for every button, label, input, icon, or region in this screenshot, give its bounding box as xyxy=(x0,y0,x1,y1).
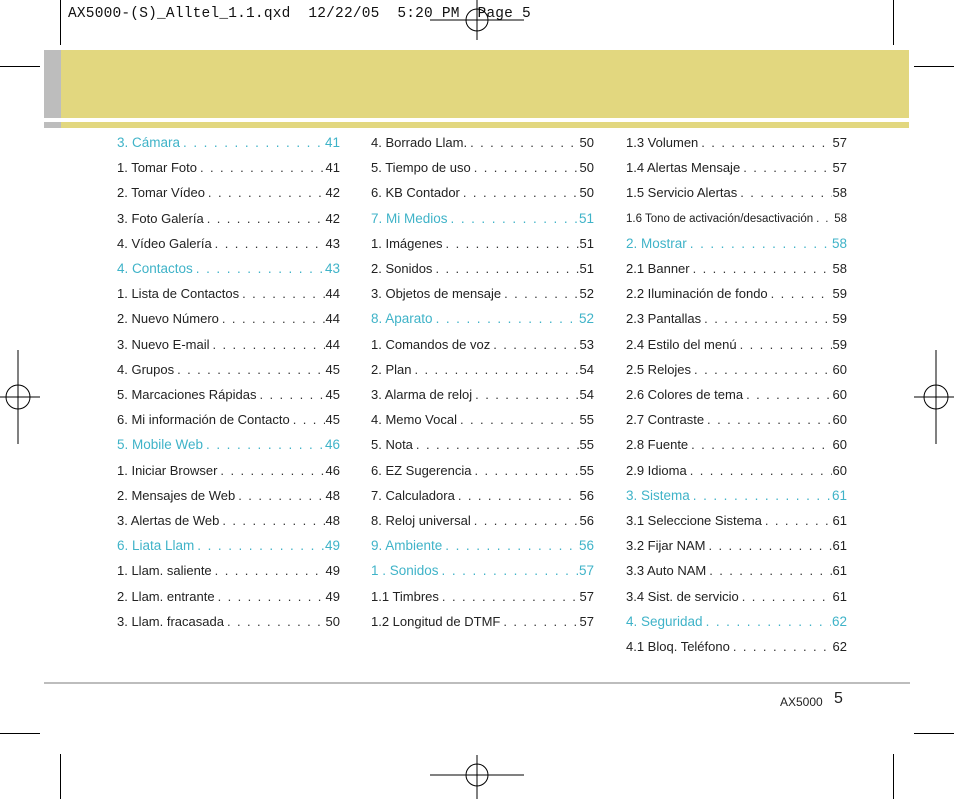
toc-entry-title: 2. Mensajes de Web xyxy=(117,487,236,503)
toc-entry-page: 60 xyxy=(832,361,847,377)
toc-entry xyxy=(626,538,847,554)
toc-entry xyxy=(371,160,594,176)
toc-entry-page: 54 xyxy=(579,361,594,377)
toc-entry-title: 2. Llam. entrante xyxy=(117,588,215,604)
toc-entry-title: 2.3 Pantallas xyxy=(626,311,702,327)
toc-entry-page: 45 xyxy=(325,361,340,377)
toc-entry-page: 43 xyxy=(324,261,340,276)
toc-entry-page: 54 xyxy=(579,387,594,402)
toc-entry xyxy=(626,387,847,403)
toc-entry-title: 9. Ambiente xyxy=(371,538,443,554)
toc-entry-title: 2.7 Contraste xyxy=(626,412,705,428)
toc-entry xyxy=(117,412,340,428)
toc-section-heading xyxy=(626,236,847,252)
toc-section-heading xyxy=(117,135,340,151)
toc-leader-dots xyxy=(503,614,578,630)
toc-entry xyxy=(626,362,847,378)
toc-leader-dots xyxy=(446,236,579,252)
toc-entry-title: 2. Mostrar xyxy=(626,235,687,251)
toc-entry-title: 1.3 Volumen xyxy=(626,135,699,150)
toc-leader-dots xyxy=(474,513,579,529)
toc-entry-page: 57 xyxy=(579,613,594,629)
toc-entry xyxy=(371,286,594,302)
toc-leader-dots xyxy=(708,538,831,554)
toc-leader-dots xyxy=(706,614,831,630)
toc-entry-title: 8. Aparato xyxy=(371,311,433,327)
toc-entry xyxy=(371,185,594,201)
toc-leader-dots xyxy=(474,463,578,479)
toc-entry xyxy=(626,463,847,479)
toc-leader-dots xyxy=(701,135,831,151)
toc-leader-dots xyxy=(733,639,832,655)
toc-entry-title: 1. Llam. saliente xyxy=(117,563,212,579)
toc-entry-page: 44 xyxy=(325,286,340,302)
toc-entry-title: 6. Mi información de Contacto xyxy=(117,412,290,428)
crop-mark-bottom-right-h xyxy=(914,733,954,734)
toc-entry-page: 55 xyxy=(579,437,594,453)
toc-entry-page: 55 xyxy=(579,412,594,428)
toc-entry-title: 3. Sistema xyxy=(626,487,690,503)
toc-leader-dots xyxy=(293,412,325,428)
toc-section-heading xyxy=(371,563,594,579)
toc-entry-page: 51 xyxy=(579,261,594,276)
toc-entry-page: 51 xyxy=(579,235,594,251)
toc-entry-page: 51 xyxy=(578,210,594,226)
toc-entry-title: 1.4 Alertas Mensaje xyxy=(626,160,741,176)
toc-leader-dots xyxy=(691,437,831,453)
toc-leader-dots xyxy=(207,211,325,227)
toc-entry-page: 48 xyxy=(325,487,340,503)
toc-entry xyxy=(371,337,594,353)
toc-leader-dots xyxy=(212,337,324,353)
toc-entry-page: 55 xyxy=(579,462,594,478)
toc-leader-dots xyxy=(222,311,325,327)
toc-entry xyxy=(626,513,847,529)
toc-entry xyxy=(626,286,847,302)
toc-leader-dots xyxy=(694,362,831,378)
toc-entry-title: 2.2 Iluminación de fondo xyxy=(626,286,768,302)
toc-entry-page: 60 xyxy=(832,437,847,453)
toc-entry-title: 3.2 Fijar NAM xyxy=(626,538,706,554)
toc-leader-dots xyxy=(740,185,831,201)
toc-entry-page: 62 xyxy=(831,613,847,629)
toc-entry-page: 58 xyxy=(832,261,847,276)
toc-entry xyxy=(117,513,340,529)
toc-entry-title: 6. EZ Sugerencia xyxy=(371,462,472,478)
toc-entry-page: 52 xyxy=(579,286,594,302)
toc-leader-dots xyxy=(504,286,578,302)
toc-entry-page: 49 xyxy=(325,563,340,579)
toc-entry-title: 3. Alarma de reloj xyxy=(371,387,473,402)
footer-page-number: 5 xyxy=(834,690,843,707)
toc-entry-page: 61 xyxy=(832,538,847,554)
toc-entry xyxy=(117,614,340,630)
toc-entry-page: 48 xyxy=(325,513,340,528)
toc-entry xyxy=(371,261,594,277)
toc-entry-title: 3. Objetos de mensaje xyxy=(371,286,502,302)
crop-mark-top-left-h xyxy=(0,66,40,67)
toc-entry-page: 61 xyxy=(832,563,847,579)
toc-leader-dots xyxy=(259,387,324,403)
toc-entry xyxy=(626,412,847,428)
toc-entry xyxy=(626,337,847,353)
toc-leader-dots xyxy=(183,135,324,151)
toc-entry-page: 41 xyxy=(325,160,340,176)
toc-entry-page: 46 xyxy=(324,437,340,453)
toc-leader-dots xyxy=(690,463,832,479)
toc-entry xyxy=(626,160,847,176)
toc-leader-dots xyxy=(707,412,831,428)
toc-entry-title: 1.2 Longitud de DTMF xyxy=(371,613,501,629)
toc-leader-dots xyxy=(460,412,579,428)
toc-section-heading xyxy=(626,488,847,504)
toc-entry-title: 1.6 Tono de activación/desactivación xyxy=(626,212,814,225)
toc-entry xyxy=(117,488,340,504)
toc-leader-dots xyxy=(435,261,578,277)
toc-leader-dots xyxy=(690,236,831,252)
crop-mark-bottom-left-v xyxy=(60,754,61,799)
toc-entry xyxy=(626,311,847,327)
toc-entry xyxy=(117,337,340,353)
toc-leader-dots xyxy=(470,135,578,151)
toc-entry-title: 4.1 Bloq. Teléfono xyxy=(626,639,730,654)
toc-section-heading xyxy=(117,261,340,277)
toc-entry-page: 53 xyxy=(579,336,594,352)
toc-entry xyxy=(626,639,847,655)
toc-entry xyxy=(371,513,594,529)
toc-entry-page: 59 xyxy=(832,311,847,327)
toc-entry xyxy=(371,362,594,378)
toc-entry-page: 59 xyxy=(832,336,847,352)
toc-entry xyxy=(371,488,594,504)
toc-entry-title: 3. Nuevo E-mail xyxy=(117,336,210,352)
toc-section-heading xyxy=(371,211,594,227)
toc-leader-dots xyxy=(206,437,324,453)
print-slug: AX5000-(S)_Alltel_1.1.qxd 12/22/05 5:20 PM Page 5 xyxy=(68,6,531,22)
toc-entry-title: 1.1 Timbres xyxy=(371,588,439,604)
toc-entry-title: 1. Tomar Foto xyxy=(117,160,197,176)
toc-entry xyxy=(371,412,594,428)
toc-entry-title: 5. Nota xyxy=(371,437,413,453)
toc-entry xyxy=(371,387,594,403)
toc-entry-title: 1 . Sonidos xyxy=(371,563,439,579)
toc-entry-page: 50 xyxy=(325,613,340,629)
toc-section-heading xyxy=(626,614,847,630)
toc-leader-dots xyxy=(416,437,579,453)
footer-rule xyxy=(44,682,910,684)
header-strip-gray xyxy=(44,122,61,128)
toc-entry xyxy=(117,463,340,479)
toc-entry-page: 49 xyxy=(325,588,340,604)
toc-entry-title: 2.8 Fuente xyxy=(626,437,689,453)
toc-entry-title: 5. Mobile Web xyxy=(117,437,204,453)
toc-entry-page: 42 xyxy=(325,210,340,226)
toc-entry-page: 43 xyxy=(325,235,340,251)
toc-entry-page: 57 xyxy=(832,135,847,150)
toc-entry-title: 7. Mi Medios xyxy=(371,210,448,226)
toc-entry-title: 4. Borrado Llam. xyxy=(371,135,468,150)
toc-entry-title: 5. Marcaciones Rápidas xyxy=(117,387,257,402)
toc-entry-page: 56 xyxy=(579,513,594,528)
toc-entry-page: 60 xyxy=(832,412,847,428)
toc-entry xyxy=(626,185,847,201)
toc-entry-page: 61 xyxy=(832,588,847,604)
toc-entry-page: 57 xyxy=(579,588,594,604)
toc-entry xyxy=(117,236,340,252)
toc-entry-page: 56 xyxy=(579,487,594,503)
toc-entry xyxy=(371,135,594,151)
toc-leader-dots xyxy=(215,236,325,252)
toc-leader-dots xyxy=(740,337,832,353)
toc-leader-dots xyxy=(220,463,324,479)
toc-entry-title: 1. Comandos de voz xyxy=(371,336,491,352)
toc-section-heading xyxy=(117,437,340,453)
toc-leader-dots xyxy=(458,488,579,504)
toc-leader-dots xyxy=(493,337,578,353)
toc-leader-dots xyxy=(238,488,324,504)
toc-leader-dots xyxy=(742,589,832,605)
crop-mark-top-left-v xyxy=(60,0,61,45)
toc-entry-title: 2. Tomar Vídeo xyxy=(117,185,205,201)
toc-leader-dots xyxy=(451,211,578,227)
toc-entry-title: 2.9 Idioma xyxy=(626,462,687,478)
toc-entry-title: 3.1 Seleccione Sistema xyxy=(626,513,762,528)
toc-entry xyxy=(626,135,847,151)
toc-leader-dots xyxy=(693,261,832,277)
toc-entry-title: 5. Tiempo de uso xyxy=(371,160,471,176)
toc-leader-dots xyxy=(463,185,579,201)
toc-entry xyxy=(626,437,847,453)
toc-entry-page: 44 xyxy=(325,311,340,327)
toc-entry-page: 58 xyxy=(832,185,847,201)
toc-leader-dots xyxy=(765,513,832,529)
toc-leader-dots xyxy=(196,261,324,277)
toc-entry-page: 41 xyxy=(324,135,340,150)
toc-leader-dots xyxy=(474,160,579,176)
toc-leader-dots xyxy=(816,211,833,227)
toc-leader-dots xyxy=(222,513,324,529)
toc-entry-title: 2.4 Estilo del menú xyxy=(626,336,737,352)
toc-entry xyxy=(117,311,340,327)
toc-entry xyxy=(626,563,847,579)
toc-entry-page: 58 xyxy=(834,212,847,225)
toc-entry-page: 60 xyxy=(832,462,847,478)
toc-entry-page: 42 xyxy=(325,185,340,201)
toc-leader-dots xyxy=(208,185,325,201)
toc-entry-title: 8. Reloj universal xyxy=(371,513,471,528)
toc-leader-dots xyxy=(445,538,578,554)
toc-entry xyxy=(117,160,340,176)
toc-entry xyxy=(117,589,340,605)
toc-entry-title: 3.3 Auto NAM xyxy=(626,563,707,579)
registration-mark-top xyxy=(430,0,524,40)
toc-entry-title: 2. Sonidos xyxy=(371,261,433,276)
toc-leader-dots xyxy=(215,563,325,579)
toc-leader-dots xyxy=(414,362,578,378)
toc-entry xyxy=(117,563,340,579)
toc-entry-page: 61 xyxy=(832,513,847,528)
toc-entry-title: 3. Cámara xyxy=(117,135,181,150)
toc-entry xyxy=(117,362,340,378)
toc-entry-page: 58 xyxy=(831,235,847,251)
toc-entry-title: 4. Seguridad xyxy=(626,613,703,629)
toc-entry-page: 62 xyxy=(832,639,847,654)
toc-entry-title: 2.1 Banner xyxy=(626,261,690,276)
toc-entry-page: 45 xyxy=(325,387,340,402)
toc-entry-title: 4. Vídeo Galería xyxy=(117,235,212,251)
toc-entry-page: 49 xyxy=(324,538,340,554)
toc-leader-dots xyxy=(227,614,325,630)
toc-section-heading xyxy=(371,311,594,327)
toc-entry-title: 2. Plan xyxy=(371,361,412,377)
header-band-gray xyxy=(44,50,61,118)
toc-entry-title: 3.4 Sist. de servicio xyxy=(626,588,739,604)
toc-entry-title: 6. Liata Llam xyxy=(117,538,195,554)
toc-entry-page: 52 xyxy=(578,311,594,327)
toc-leader-dots xyxy=(197,538,324,554)
toc-entry-page: 60 xyxy=(832,387,847,402)
toc-entry-title: 1.5 Servicio Alertas xyxy=(626,185,738,201)
toc-entry-title: 2. Nuevo Número xyxy=(117,311,219,327)
toc-entry-page: 61 xyxy=(831,487,847,503)
toc-leader-dots xyxy=(177,362,324,378)
toc-entry-title: 1. Iniciar Browser xyxy=(117,462,218,478)
toc-entry xyxy=(117,286,340,302)
toc-entry xyxy=(117,211,340,227)
header-strip xyxy=(61,122,909,128)
toc-entry xyxy=(626,589,847,605)
crop-mark-bottom-left-h xyxy=(0,733,40,734)
toc-leader-dots xyxy=(693,488,831,504)
toc-entry-page: 50 xyxy=(579,185,594,201)
toc-leader-dots xyxy=(746,387,831,403)
toc-entry-title: 1. Imágenes xyxy=(371,235,443,251)
toc-leader-dots xyxy=(442,589,579,605)
toc-leader-dots xyxy=(218,589,325,605)
toc-entry-page: 50 xyxy=(579,160,594,176)
toc-entry-page: 50 xyxy=(579,135,594,150)
crop-mark-top-right-v xyxy=(893,0,894,45)
toc-entry xyxy=(117,387,340,403)
toc-section-heading xyxy=(117,538,340,554)
toc-entry-page: 44 xyxy=(325,336,340,352)
toc-entry-page: 59 xyxy=(832,286,847,302)
toc-entry-page: 57 xyxy=(832,160,847,176)
toc-entry-title: 2.5 Relojes xyxy=(626,361,692,377)
toc-entry-title: 1. Lista de Contactos xyxy=(117,286,240,302)
toc-entry-page: 57 xyxy=(578,563,594,579)
toc-entry-title: 4. Memo Vocal xyxy=(371,412,457,428)
registration-mark-bottom xyxy=(430,755,524,799)
toc-entry xyxy=(371,236,594,252)
toc-entry-title: 6. KB Contador xyxy=(371,185,460,201)
toc-entry xyxy=(117,185,340,201)
header-band xyxy=(61,50,909,118)
toc-entry xyxy=(371,437,594,453)
toc-entry-title: 3. Llam. fracasada xyxy=(117,613,224,629)
toc-entry xyxy=(371,614,594,630)
toc-leader-dots xyxy=(709,563,831,579)
toc-leader-dots xyxy=(442,563,578,579)
toc-entry-title: 4. Grupos xyxy=(117,361,175,377)
toc-entry-title: 3. Foto Galería xyxy=(117,210,204,226)
toc-section-heading xyxy=(371,538,594,554)
toc-leader-dots xyxy=(743,160,831,176)
registration-mark-right xyxy=(914,350,954,444)
footer-model: AX5000 xyxy=(780,695,823,709)
toc-leader-dots xyxy=(200,160,325,176)
toc-leader-dots xyxy=(475,387,578,403)
toc-entry xyxy=(626,211,847,227)
toc-entry-title: 4. Contactos xyxy=(117,261,193,276)
toc-entry-title: 2.6 Colores de tema xyxy=(626,387,744,402)
crop-mark-bottom-right-v xyxy=(893,754,894,799)
toc-leader-dots xyxy=(771,286,832,302)
toc-leader-dots xyxy=(436,311,578,327)
toc-entry-page: 56 xyxy=(578,538,594,554)
registration-mark-left xyxy=(0,350,40,444)
crop-mark-top-right-h xyxy=(914,66,954,67)
toc-entry-page: 46 xyxy=(325,462,340,478)
toc-entry-title: 3. Alertas de Web xyxy=(117,513,220,528)
toc-entry xyxy=(371,589,594,605)
toc-leader-dots xyxy=(704,311,831,327)
toc-entry xyxy=(626,261,847,277)
toc-entry xyxy=(371,463,594,479)
toc-entry-page: 45 xyxy=(325,412,340,428)
toc-entry-title: 7. Calculadora xyxy=(371,487,455,503)
toc-leader-dots xyxy=(242,286,324,302)
